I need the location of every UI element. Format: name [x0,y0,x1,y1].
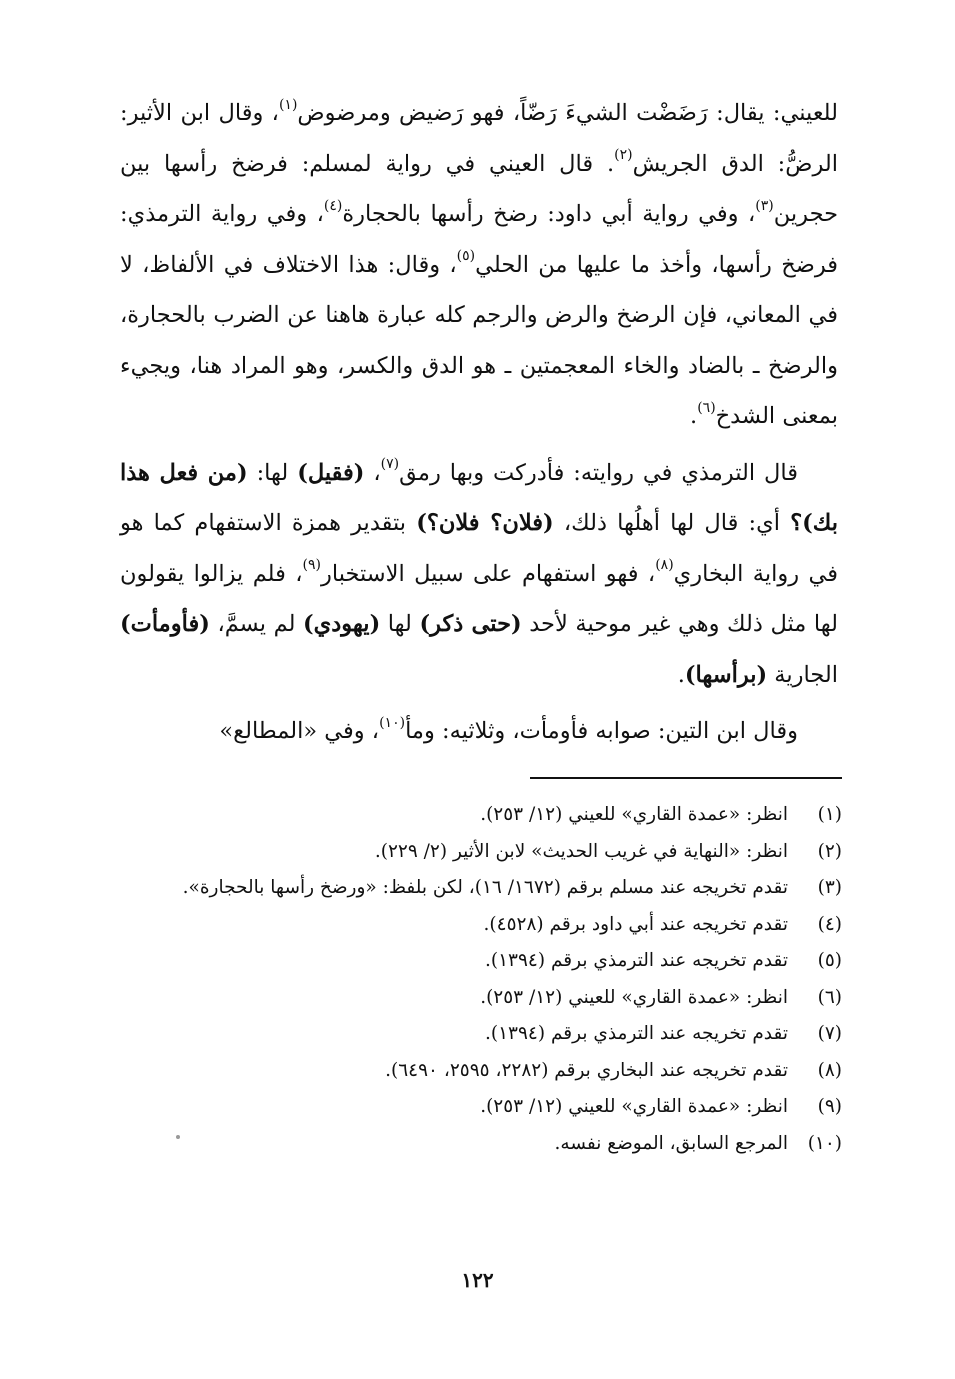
footnote-9 [120,1092,842,1122]
footnote-7 [120,1019,842,1049]
main-text [120,88,838,757]
hadith-quote: (فلان؟ فلان؟) [416,510,554,536]
paragraph-3 [120,706,838,757]
footnote-ref: (٧) [380,456,400,472]
hadith-quote: (فأومأت) [120,611,210,637]
hadith-quote: (من فعل هذا بك)؟ [120,459,838,536]
page-number: ١٢٢ [461,1268,494,1292]
footnote-1 [120,800,842,830]
footnote-ref: (٤) [323,197,343,214]
footnote-separator [530,777,842,779]
footnote-text: انظر: «النهاية في غريب الحديث» لابن الأثير (٢/ ٢٢٩). [374,840,788,862]
footnote-2 [120,837,842,867]
text-run: ، وقال: هذا الاختلاف في الألفاظ، لا في المعاني، فإن الرضخ والرض والرجم كله عبارة هاهنا عن الضرب بالحجارة، والرضخ ـ بالضاد والخاء المعجمتين ـ هو الدق والكسر، وهو المراد هنا، ويجيء بمعنى الشدخ [120,251,838,429]
text-run: ، وقال ابن الأثير: الرضُّ: الدق الجريش [120,100,838,177]
footnote-number: (٥) [817,950,842,971]
footnote-ref: (٦) [697,399,716,416]
footnote-text: تقدم تخريجه عند الترمذي برقم (١٣٩٤). [485,950,788,971]
text-run: لم يسمَّ، [209,611,304,637]
text-run: ، وفي رواية أبي داود: رضخ رأسها بالحجارة [342,201,756,227]
footnote-5 [120,946,842,976]
text-run: . [690,403,698,429]
text-run: الجارية [767,661,838,688]
footnotes [120,800,842,1165]
paragraph-1 [120,88,838,442]
text-run: . قال العيني في رواية لمسلم: فرضخ رأسها بين حجرين [120,150,839,227]
text-run: ، وفي رواية الترمذي: فرضخ رأسها، وأخذ ما عليها من الحلي [120,201,838,278]
text-run: ، وفي «المطالع» [219,718,380,744]
footnote-text: تقدم تخريجه عند أبي داود برقم (٤٥٢٨). [483,913,788,935]
footnote-4 [120,910,842,940]
footnote-number: (١٠) [807,1132,842,1154]
text-run: . [677,661,685,688]
footnote-text: انظر: «عمدة القاري» للعيني (١٢/ ٢٥٣). [480,1096,788,1117]
footnote-10 [120,1129,842,1159]
hadith-quote: (برأسها) [684,661,768,688]
footnote-text: انظر: «عمدة القاري» للعيني (١٢/ ٢٥٣). [480,804,788,825]
footnote-number: (٣) [817,877,842,898]
text-run: قال الترمذي في روايته: فأدركت وبها رمق [399,459,799,486]
footnote-text: تقدم تخريجه عند مسلم برقم (١٦٧٢/ ١٦)، لكن بلفظ: «ورضخ رأسها بالحجارة». [182,877,788,898]
footnote-ref: (٣) [755,197,774,214]
footnote-8 [120,1056,842,1086]
text-run: لها [380,611,420,637]
footnote-ref: (١٠) [379,714,406,731]
text-run: وقال ابن التين: صوابه فأومأت، وثلاثيه: ومأ [405,718,798,744]
footnote-text: المرجع السابق، الموضع نفسه. [554,1132,788,1154]
footnote-ref: (٩) [302,557,321,573]
footnote-number: (٩) [817,1096,842,1117]
text-run: بتقدير همزة الاستفهام كما هو في رواية البخاري [120,510,839,587]
text-run: لها: [247,459,298,486]
footnote-text: تقدم تخريجه عند الترمذي برقم (١٣٩٤). [485,1023,788,1044]
hadith-quote: (حتى ذكر) [419,611,522,637]
footnote-ref: (٥) [456,248,476,264]
footnote-ref: (٨) [655,557,674,573]
text-run: ، فلم يزالوا يقولون لها مثل ذلك وهي غير موحية لأحد [120,560,839,637]
footnote-number: (٨) [817,1059,842,1081]
footnote-number: (٤) [817,913,842,935]
footnote-number: (٦) [817,986,842,1008]
footnote-text: انظر: «عمدة القاري» للعيني (١٢/ ٢٥٣). [480,986,788,1008]
text-run: أي: قال لها أهلُها ذلك، [553,510,791,536]
footnote-number: (٧) [817,1023,842,1044]
footnote-number: (٢) [817,840,842,862]
hadith-quote: (فقيل) [297,459,365,486]
footnote-3 [120,873,842,903]
text-run: ، فهو استفهام على سبيل الاستخبار [320,560,656,587]
text-run: ، [364,459,381,486]
scan-speck [176,1135,180,1139]
footnote-ref: (٢) [614,147,633,163]
text-run: للعيني: يقال: رَضَضْت الشيءَ رَضّاً، فهو رَضيض ومرضوض [297,100,838,126]
footnote-text: تقدم تخريجه عند البخاري برقم (٢٢٨٢، ٢٥٩٥، ٦٤٩٠). [385,1059,788,1081]
paragraph-2 [120,448,838,701]
footnote-number: (١) [817,804,842,825]
footnote-ref: (١) [278,96,298,113]
hadith-quote: (يهودي) [303,611,381,637]
footnote-6 [120,983,842,1013]
